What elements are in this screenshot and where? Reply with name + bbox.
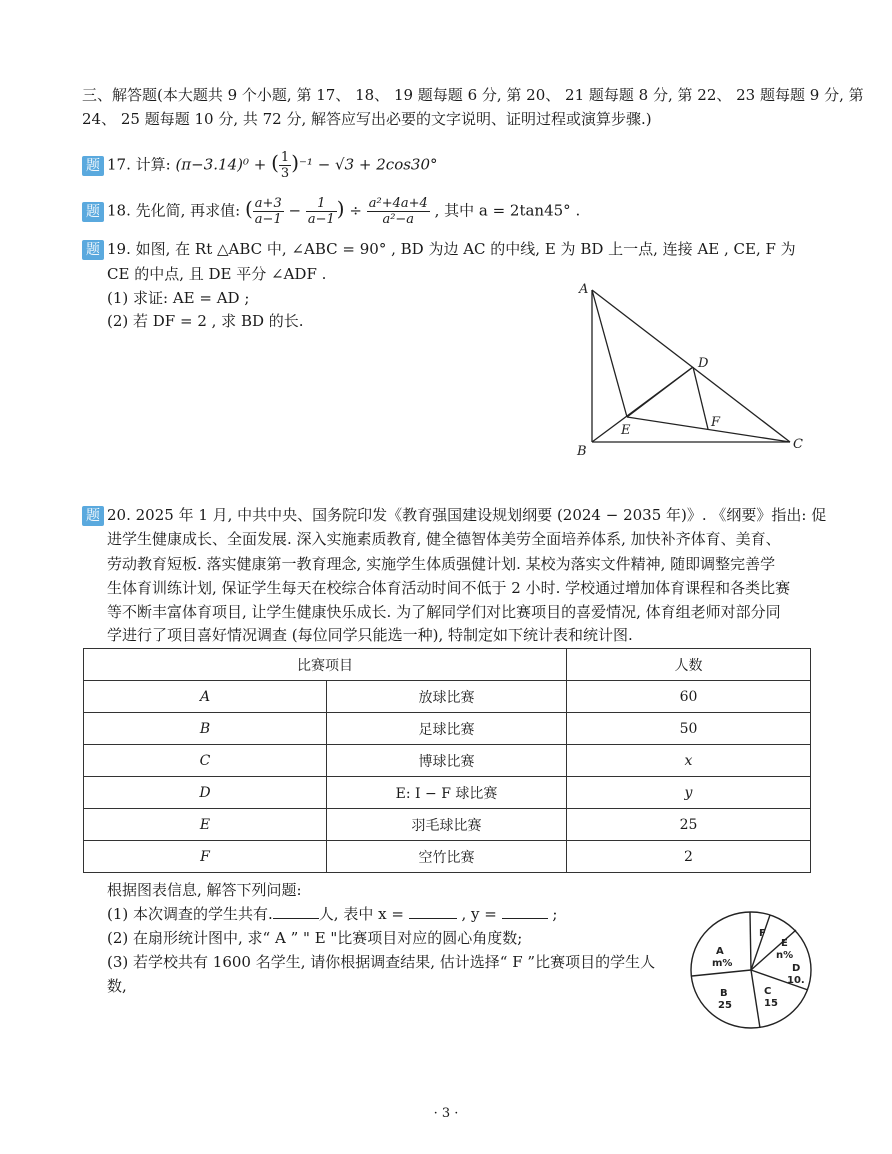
table-header-row xyxy=(84,649,811,681)
question-20-sub1: (1) 本次调查的学生共有. 人, 表中 x = , y = ; xyxy=(107,905,558,923)
question-tag: 题 xyxy=(82,240,104,260)
question-20-line2: 进学生健康成长、全面发展. 深入实施素质教育, 健全德智体美劳全面培养体系, 加快补齐体育、美育、 xyxy=(107,530,781,548)
question-18: 题 18. 先化简, 再求值: ( $\frac{a+3}{a-1}$ − $\frac{1}{a-1}$ ) ÷ $\frac{\text{a²+4a+4}}{\text{a²−a}}$ , 其中 a = 2tan45° . xyxy=(82,196,580,227)
fraction: $\frac{1}{3}$ xyxy=(280,150,290,181)
question-17: 题 17. 计算: (π−3.14)⁰ + ( $\frac{1}{3}$ )⁻¹ − √3 + 2cos30° xyxy=(82,150,438,181)
label-d: D xyxy=(698,356,709,371)
question-19-part1: (1) 求证: AE = AD ; xyxy=(107,289,250,307)
pie-label-b: B xyxy=(720,988,728,999)
triangle-figure xyxy=(570,278,810,463)
questions-intro: 根据图表信息, 解答下列问题: xyxy=(107,881,302,899)
label-a: A xyxy=(579,282,589,297)
question-20-sub3-line1: (3) 若学校共有 1600 名学生, 请你根据调查结果, 估计选择“ F ”比赛项目的学生人 xyxy=(107,953,656,971)
label-f: F xyxy=(711,415,721,430)
question-20-sub2: (2) 在扇形统计图中, 求“ A ” " E "比赛项目对应的圆心角度数; xyxy=(107,929,523,947)
question-19-line1: 题 19. 如图, 在 Rt △ABC 中, ∠ABC = 90° , BD 为边 AC 的中线, E 为 BD 上一点, 连接 AE , CE, F 为 xyxy=(82,238,796,260)
table-row: E 羽毛球比赛 25 xyxy=(84,809,811,841)
pie-label-c: C xyxy=(764,986,772,997)
question-19-line2: CE 的中点, 且 DE 平分 ∠ADF . xyxy=(107,265,327,283)
statistics-table xyxy=(83,648,811,873)
question-20-sub3-line2: 数, xyxy=(107,977,127,995)
table-row: D E: I − F 球比赛 y xyxy=(84,777,811,809)
pie-label-d: D xyxy=(792,963,801,974)
pie-label-d-value: 10. xyxy=(787,975,805,986)
question-tag: 题 xyxy=(82,506,104,526)
pie-label-f: F xyxy=(759,928,766,939)
table-row: F 空竹比赛 2 xyxy=(84,841,811,873)
pie-label-e-value: n% xyxy=(776,950,794,961)
question-20-line3: 劳动教育短板. 落实健康第一教育理念, 实施学生体质强健计划. 某校为落实文件精神, 随即调整完善学 xyxy=(107,555,776,573)
label-b: B xyxy=(577,444,587,459)
table-row: C 博球比赛 x xyxy=(84,745,811,777)
question-20-line5: 等不断丰富体育项目, 让学生健康快乐成长. 为了解同学们对比赛项目的喜爱情况, 体育组老师对部分同 xyxy=(107,603,781,621)
pie-chart-figure xyxy=(688,910,818,1035)
table-row: A 放球比赛 60 xyxy=(84,681,811,713)
pie-label-c-value: 15 xyxy=(764,998,778,1009)
question-20-line6: 学进行了项目喜好情况调查 (每位同学只能选一种), 特制定如下统计表和统计图. xyxy=(107,626,633,644)
question-20-line1: 题 20. 2025 年 1 月, 中共中央、国务院印发《教育强国建设规划纲要 (2024 − 2035 年)》. 《纲要》指出: 促 xyxy=(82,504,826,526)
pie-label-e: E xyxy=(781,938,788,949)
page-number: · 3 · xyxy=(433,1106,459,1121)
question-20-line4: 生体育训练计划, 保证学生每天在校综合体育活动时间不低于 2 小时. 学校通过增加体育课程和各类比赛 xyxy=(107,579,791,597)
table-row: B 足球比赛 50 xyxy=(84,713,811,745)
label-c: C xyxy=(793,437,803,452)
section-header-line1: 三、解答题(本大题共 9 个小题, 第 17、 18、 19 题每题 6 分, 第 20、 21 题每题 8 分, 第 22、 23 题每题 9 分, 第 xyxy=(82,86,864,104)
table-header-item: 比赛项目 xyxy=(84,649,567,681)
pie-label-a-value: m% xyxy=(712,958,733,969)
question-tag: 题 xyxy=(82,156,104,176)
pie-label-b-value: 25 xyxy=(718,1000,732,1011)
question-tag: 题 xyxy=(82,202,104,222)
table-header-count: 人数 xyxy=(567,649,811,681)
pie-label-a: A xyxy=(716,946,724,957)
section-header-line2: 24、 25 题每题 10 分, 共 72 分, 解答应写出必要的文字说明、证明过程或演算步骤.) xyxy=(82,110,652,128)
question-19-part2: (2) 若 DF = 2 , 求 BD 的长. xyxy=(107,312,304,330)
label-e: E xyxy=(621,423,631,438)
